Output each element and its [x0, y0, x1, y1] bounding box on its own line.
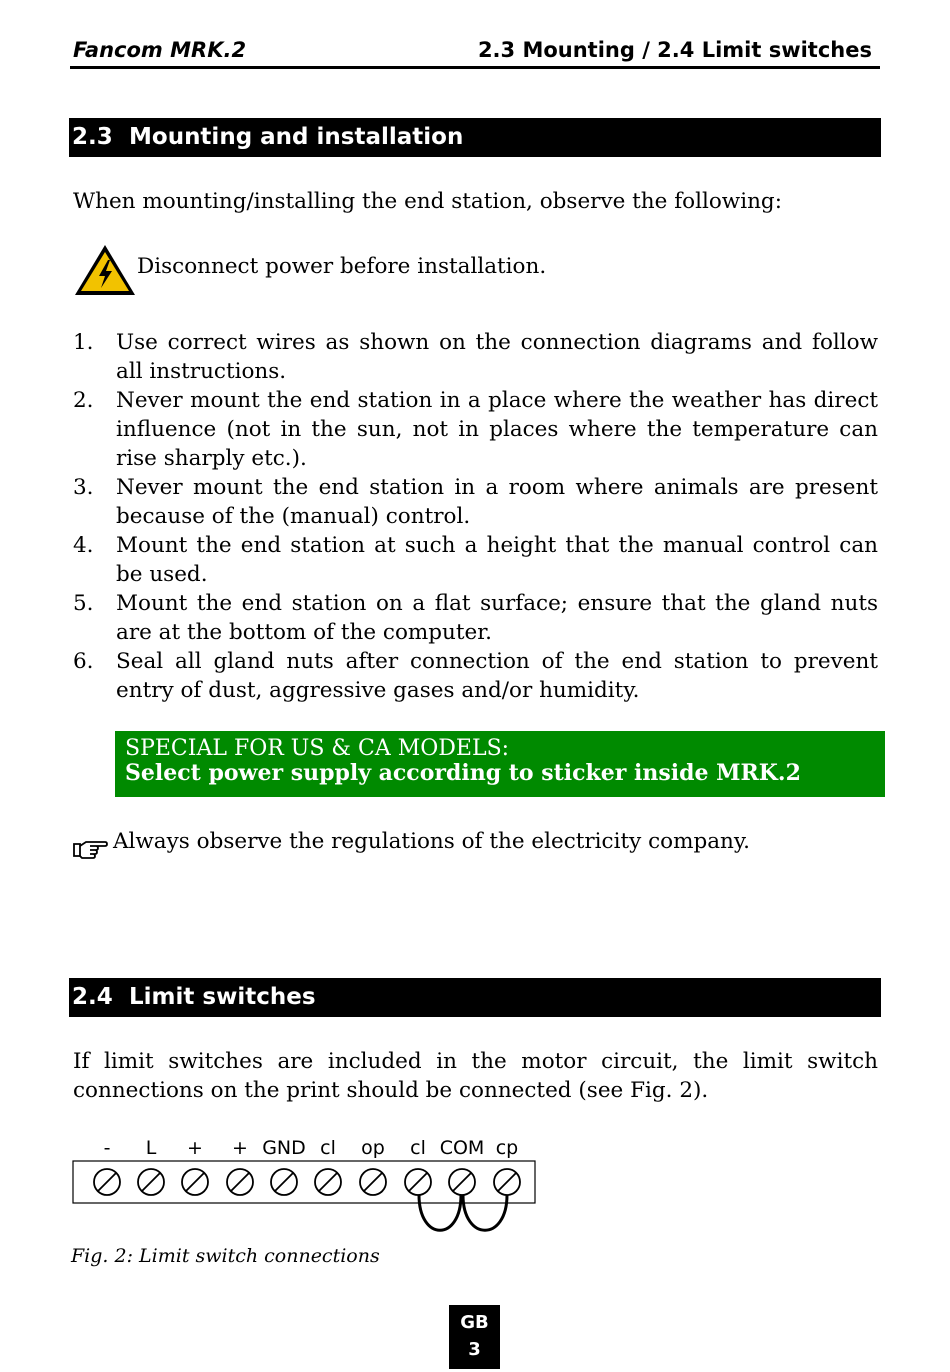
list-item-text: Never mount the end station in a room where animals are present because of the (manual) control.	[116, 475, 878, 529]
high-voltage-warning-icon	[72, 242, 138, 298]
header-section-title: 2.3 Mounting / 2.4 Limit switches	[477, 38, 872, 62]
section-heading-limit-switches	[69, 978, 881, 1017]
language-code: GB	[460, 1312, 489, 1333]
intro-paragraph: When mounting/installing the end station, observe the following:	[73, 189, 782, 214]
list-item-number: 1.	[73, 330, 94, 355]
list-item-text: Mount the end station at such a height that the manual control can be used.	[116, 533, 878, 587]
special-models-notice	[115, 731, 885, 797]
terminal-label: -	[103, 1137, 111, 1159]
page-badge	[449, 1305, 500, 1369]
figure-caption: Fig. 2: Limit switch connections	[71, 1245, 380, 1267]
page-number: 3	[468, 1339, 481, 1360]
terminal-screw-icon	[227, 1169, 253, 1195]
section-heading-mounting	[69, 118, 881, 157]
list-item	[73, 386, 878, 473]
section-title: Mounting and installation	[129, 124, 464, 150]
terminal-screw-icon	[494, 1169, 520, 1195]
terminal-block-diagram	[60, 1130, 560, 1250]
terminal-label: COM	[439, 1137, 485, 1159]
list-item-number: 2.	[73, 388, 94, 413]
section-number: 2.3	[72, 124, 113, 150]
terminal-screw-icon	[315, 1169, 341, 1195]
terminal-label: GND	[262, 1137, 306, 1159]
header-rule	[70, 66, 880, 69]
list-item-number: 4.	[73, 533, 94, 558]
list-item-text: Use correct wires as shown on the connection diagrams and follow all instructions.	[116, 330, 878, 384]
special-notice-heading: SPECIAL FOR US & CA MODELS:	[125, 736, 510, 761]
terminal-screw-icon	[449, 1169, 475, 1195]
list-item	[73, 531, 878, 589]
list-item-number: 5.	[73, 591, 94, 616]
terminal-label: +	[232, 1137, 248, 1159]
list-item-number: 6.	[73, 649, 94, 674]
list-item	[73, 647, 878, 705]
list-item	[73, 473, 878, 531]
terminal-label: cl	[320, 1137, 336, 1159]
list-item	[73, 589, 878, 647]
header-document-title: Fancom MRK.2	[73, 38, 247, 62]
terminal-label: cp	[495, 1137, 519, 1159]
terminal-label: cl	[410, 1137, 426, 1159]
terminal-screw-icon	[271, 1169, 297, 1195]
terminal-label: L	[145, 1137, 157, 1159]
terminal-screw-icon	[138, 1169, 164, 1195]
instruction-list	[73, 328, 878, 705]
regulation-note: Always observe the regulations of the electricity company.	[113, 829, 751, 854]
terminal-screw-icon	[94, 1169, 120, 1195]
terminal-label: op	[361, 1137, 385, 1159]
list-item-text: Mount the end station on a flat surface; ensure that the gland nuts are at the bottom of the computer.	[116, 591, 878, 645]
list-item	[73, 328, 878, 386]
terminal-screw-icon	[405, 1169, 431, 1195]
section-title: Limit switches	[129, 984, 316, 1010]
list-item-number: 3.	[73, 475, 94, 500]
special-notice-text: Select power supply according to sticker inside MRK.2	[125, 760, 801, 786]
warning-text: Disconnect power before installation.	[137, 254, 547, 279]
terminal-screw-icon	[360, 1169, 386, 1195]
pointing-hand-icon	[72, 836, 108, 860]
list-item-text: Never mount the end station in a place where the weather has direct influence (not in the sun, not in places where the temperature can rise sharply etc.).	[116, 388, 878, 471]
list-item-text: Seal all gland nuts after connection of the end station to prevent entry of dust, aggressive gases and/or humidity.	[116, 649, 878, 703]
limit-switch-paragraph: If limit switches are included in the motor circuit, the limit switch connections on the print should be connected (see Fig. 2).	[73, 1049, 878, 1103]
terminal-screw-icon	[182, 1169, 208, 1195]
terminal-label: +	[187, 1137, 203, 1159]
section-number: 2.4	[72, 984, 113, 1010]
